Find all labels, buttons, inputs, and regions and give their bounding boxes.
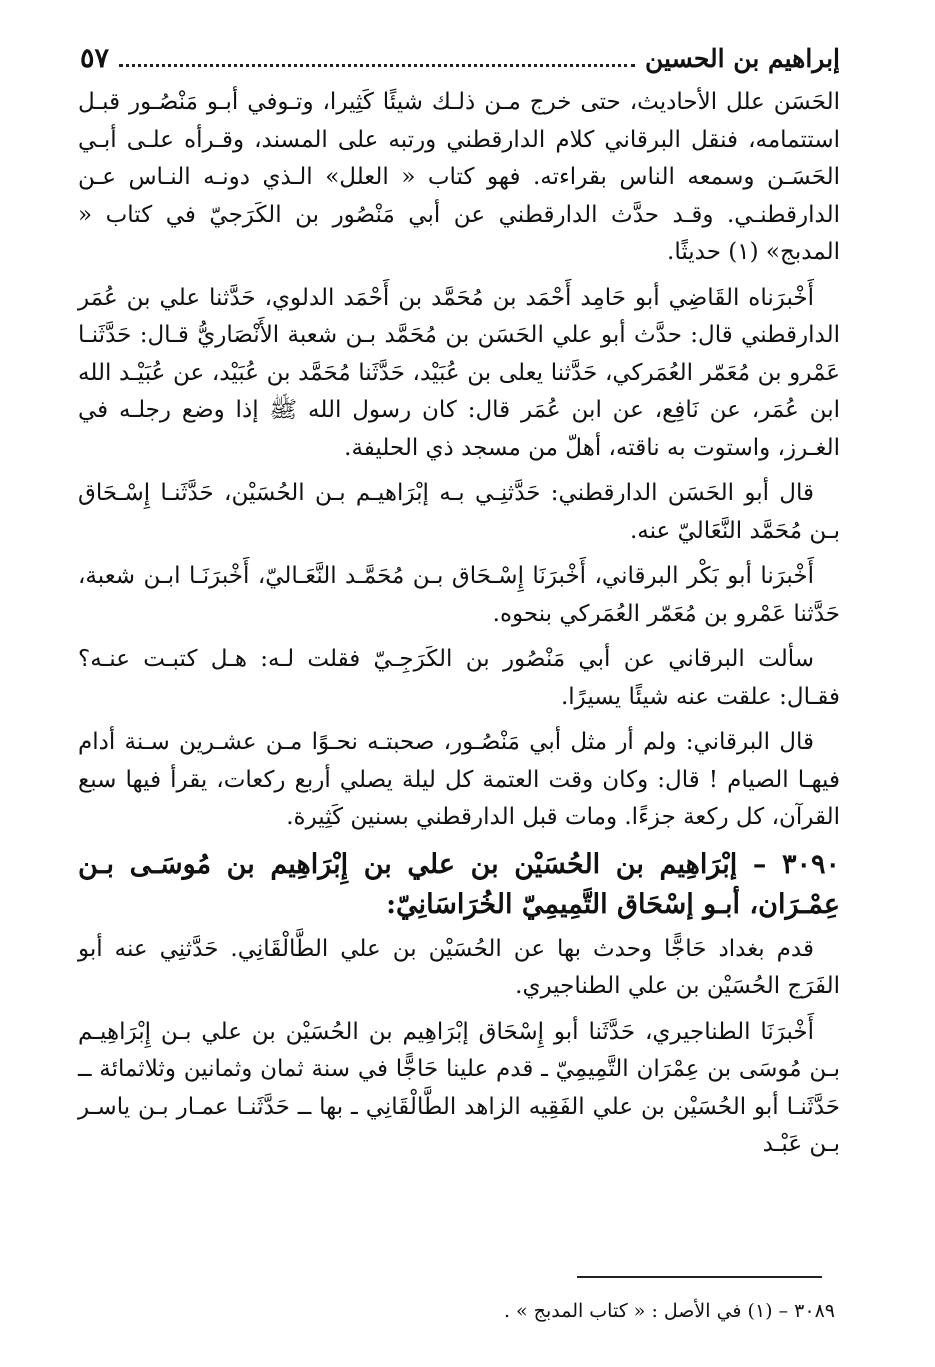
- paragraph: أَخْبرَنَا الطناجيري، حَدَّثَنا أبو إِسْحَاق إبْرَاهِيم بن الحُسَيْن بن علي بـن إِبْرَاهِيـم بـن مُوسَى بن عِمْرَان التَّمِيمِيّ ـ قدم علينا حَاجًّا في سنة ثمان وثمانين وثلاثمائة ــ حَدَّثَنـا أبو الحُسَيْن بن علي الفَقِيه الزاهد الطَّالْقَانِي ـ بها ــ حَدَّثَنـا عمـار بـن ياسـر بـن عَبْـد: [78, 1018, 840, 1157]
- main-text: [78, 84, 840, 1172]
- header-dot-leader: [119, 50, 635, 67]
- running-title: إبراهيم بن الحسين: [645, 43, 840, 73]
- paragraph: سألت البرقاني عن أبي مَنْصُور بن الكَرَجِـيّ فقلت لـه: هـل كتبـت عنـه؟ فقـال: علقت عنه شيئًا يسيرًا.: [78, 646, 840, 710]
- paragraph: قدم بغداد حَاجًّا وحدث بها عن الحُسَيْن بن علي الطَّالْقَانِي. حَدَّثنِي عنه أبو الفَرَج الحُسَيْن بن علي الطناجيري.: [78, 935, 840, 999]
- paragraph: الحَسَن علل الأحاديث، حتى خرج مـن ذلـك شيئًا كَثِيرا، وتـوفي أبـو مَنْصُـور قبـل استتمامه، فنقل البرقاني كلام الدارقطني ورتبه على المسند، وقـرأه علـى أبـي الحَسَـن وسمعه الناس بقراءته. فهو كتاب « العلل» الـذي دونـه النـاس عـن الدارقطنـي. وقـد حدَّث الدارقطني عن أبي مَنْصُور بن الكَرَجيّ في كتاب « المدبج» (١) حديثًا.: [78, 89, 840, 265]
- paragraph: قال أبو الحَسَن الدارقطني: حَدَّثنِـي بـه إبْرَاهيـم بـن الحُسَيْن، حَدَّثَنـا إِسْـحَاق بـن مُحَمَّد النَّعَاليّ عنه.: [78, 480, 840, 544]
- paragraph: أَخْبرَنا أبو بَكْر البرقاني، أَخْبرَنَا إِسْـحَاق بـن مُحَمَّـد النَّعَـاليّ، أَخْبرَنَـا ابـن شعبة، حَدَّثنا عَمْرو بن مُعَمّر العُمَركي بنحوه.: [78, 563, 840, 627]
- footnote: ٣٠٨٩ – (١) في الأصل : « كتاب المدبج » .: [503, 1300, 835, 1322]
- paragraph: قال البرقاني: ولم أر مثل أبي مَنْصُـور، صحبتـه نحـوًا مـن عشـرين سـنة أدام فيهـا الصيام ! قال: وكان وقت العتمة كل ليلة يصلي أربع ركعات، يقرأ فيها سبع القرآن، كل ركعة جزءًا. ومات قبل الدارقطني بسنين كَثِيرة.: [78, 729, 840, 830]
- entry-heading: ٣٠٩٠ – إبْرَاهِيم بن الحُسَيْن بن علي بن إِبْرَاهِيم بن مُوسَـى بـن عِمْـرَان، أبـو إسْحَاق التَّمِيمِيّ الخُرَاسَانِيّ:: [78, 848, 840, 920]
- footnote-separator: [577, 1276, 822, 1278]
- page-number: ٥٧: [80, 42, 110, 74]
- paragraph: أَخْبرَناه القَاضِي أبو حَامِد أَحْمَد بن مُحَمَّد بن أَحْمَد الدلوي، حَدَّثنا علي بن عُمَر الدارقطني قال: حدَّث أبو علي الحَسَن بن مُحَمَّد بـن شعبة الأَنْصَاريُّ قـال: حَدَّثَنـا عَمْرو بن مُعَمّر العُمَركي، حَدَّثنا يعلى بن عُبَيْد، حَدَّثَنا مُحَمَّد بن عُبَيْد، عن عُبَيْـد الله ابن عُمَر، عن نَافِع، عن ابن عُمَر قال: كان رسول الله ﷺ إذا وضع رجلـه في الغـرز، واستوت به ناقته، أهلّ من مسجد ذي الحليفة.: [78, 284, 840, 461]
- page-header: [80, 38, 840, 78]
